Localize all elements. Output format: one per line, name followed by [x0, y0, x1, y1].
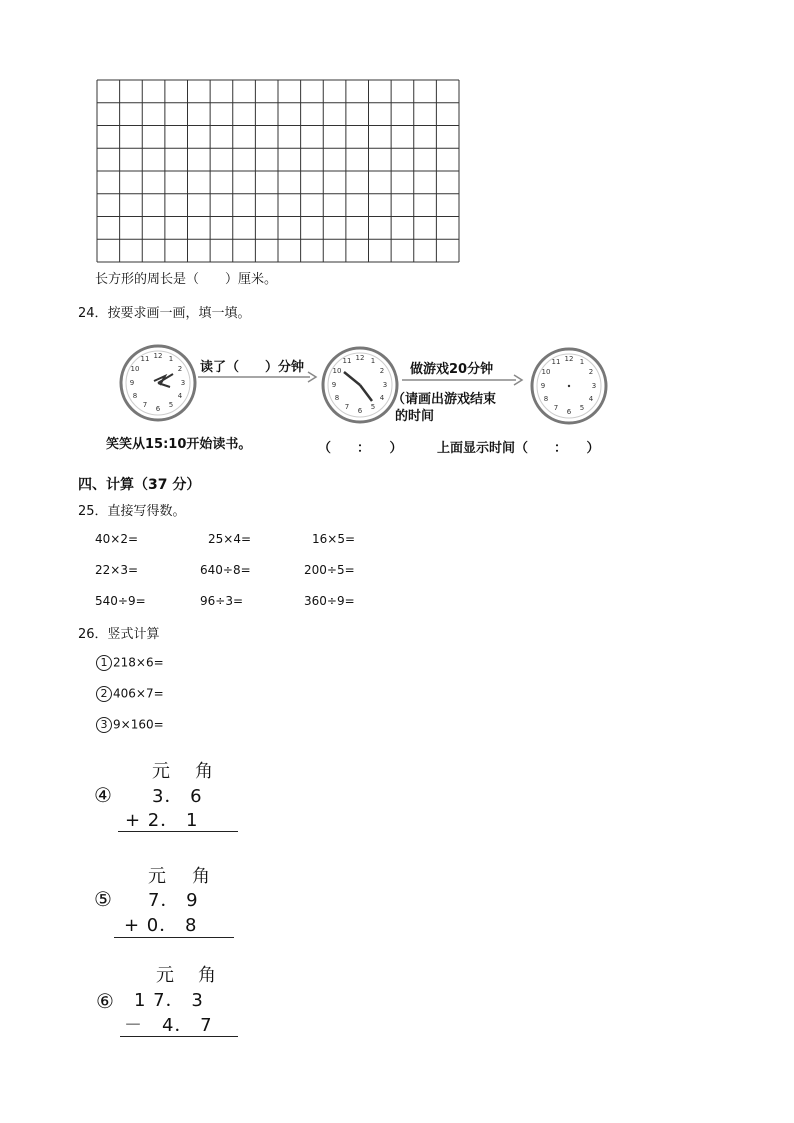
start-reading-text: 笑笑从15:10开始读书。 — [106, 437, 252, 452]
svg-text:4: 4 — [588, 395, 594, 403]
q25-item: 360÷9= — [304, 594, 355, 608]
header-jiao: 角 — [198, 965, 217, 986]
svg-text:10: 10 — [541, 368, 551, 376]
game-label: 做游戏20分钟 — [410, 362, 494, 377]
svg-text:6: 6 — [357, 407, 363, 415]
svg-text:9: 9 — [540, 382, 546, 390]
svg-text:6: 6 — [155, 405, 161, 413]
svg-text:12: 12 — [564, 355, 574, 363]
q26-expr: 406×7= — [113, 686, 164, 701]
svg-text:11: 11 — [140, 355, 150, 363]
addend-1: 3． 6 — [152, 786, 203, 807]
end-time-blank[interactable]: （ ： ） — [318, 441, 403, 456]
svg-text:10: 10 — [332, 367, 342, 375]
svg-text:10: 10 — [130, 365, 140, 373]
subtrahend: － 4． 7 — [124, 1015, 213, 1036]
svg-text:3: 3 — [180, 379, 186, 387]
q25-item: 96÷3= — [200, 594, 244, 608]
svg-text:11: 11 — [342, 357, 352, 365]
svg-text:8: 8 — [132, 392, 138, 400]
addend-2: + 2． 1 — [125, 810, 199, 831]
svg-text:11: 11 — [551, 358, 561, 366]
q26-expr: 218×6= — [113, 655, 164, 670]
header-jiao: 角 — [192, 866, 211, 887]
q26-title: 26．竖式计算 — [78, 627, 160, 642]
clock-end-reading — [320, 345, 400, 425]
game-note-line2: 的时间 — [395, 409, 435, 424]
grid-paper — [96, 79, 458, 261]
minuend: 1 7． 3 — [134, 990, 204, 1011]
problem-number: ⑥ — [96, 989, 115, 1013]
circled-number: 2 — [96, 686, 112, 702]
sum-line — [114, 937, 234, 938]
svg-text:5: 5 — [168, 401, 174, 409]
q25-item: 540÷9= — [95, 594, 146, 608]
arrow-1 — [198, 371, 318, 383]
q26-expr: 9×160= — [113, 717, 164, 732]
svg-text:9: 9 — [331, 381, 337, 389]
q25-item: 16×5= — [312, 532, 356, 546]
svg-text:12: 12 — [355, 354, 365, 362]
sum-line — [118, 831, 238, 832]
q25-item: 25×4= — [208, 532, 252, 546]
svg-text:2: 2 — [588, 368, 594, 376]
header-jiao: 角 — [195, 761, 214, 782]
q25-item: 640÷8= — [200, 563, 251, 577]
q26-item-2 — [96, 686, 164, 702]
section-4-title: 四、计算（37 分） — [78, 477, 201, 493]
svg-text:4: 4 — [177, 392, 183, 400]
svg-text:5: 5 — [370, 403, 376, 411]
svg-text:2: 2 — [177, 365, 183, 373]
circled-number: 1 — [96, 655, 112, 671]
addend-1: 7． 9 — [148, 890, 199, 911]
header-yuan: 元 — [156, 965, 175, 986]
game-note-line1: （请画出游戏结束 — [392, 392, 497, 407]
perimeter-question: 长方形的周长是（ ）厘米。 — [95, 272, 278, 287]
svg-text:7: 7 — [142, 401, 148, 409]
svg-text:5: 5 — [579, 404, 585, 412]
svg-text:1: 1 — [370, 357, 376, 365]
svg-text:1: 1 — [579, 358, 585, 366]
q25-item: 22×3= — [95, 563, 139, 577]
grid-lines — [96, 79, 460, 263]
q25-title: 25．直接写得数。 — [78, 504, 186, 519]
problem-number: ⑤ — [94, 887, 113, 911]
svg-text:2: 2 — [379, 367, 385, 375]
q25-item: 40×2= — [95, 532, 139, 546]
header-yuan: 元 — [148, 866, 167, 887]
q26-item-3 — [96, 717, 164, 733]
clock-blank[interactable] — [526, 346, 612, 426]
svg-text:1: 1 — [168, 355, 174, 363]
svg-text:7: 7 — [344, 403, 350, 411]
svg-text:4: 4 — [379, 394, 385, 402]
svg-text:8: 8 — [543, 395, 549, 403]
q26-item-1 — [96, 655, 164, 671]
read-minutes-label: 读了（ ）分钟 — [200, 360, 305, 375]
q24-title: 24．按要求画一画，填一填。 — [78, 306, 251, 321]
arrow-2 — [402, 374, 524, 386]
display-time-text[interactable]: 上面显示时间（ ： ） — [437, 441, 600, 456]
svg-text:3: 3 — [382, 381, 388, 389]
header-yuan: 元 — [152, 761, 171, 782]
svg-text:6: 6 — [566, 408, 572, 416]
circled-number: 3 — [96, 717, 112, 733]
q25-item: 200÷5= — [304, 563, 355, 577]
svg-text:9: 9 — [129, 379, 135, 387]
svg-text:12: 12 — [153, 352, 163, 360]
svg-text:8: 8 — [334, 394, 340, 402]
clock-start — [118, 343, 198, 423]
problem-number: ④ — [94, 783, 113, 807]
difference-line — [120, 1036, 238, 1037]
addend-2: + 0． 8 — [124, 915, 198, 936]
svg-text:7: 7 — [553, 404, 559, 412]
svg-text:3: 3 — [591, 382, 597, 390]
